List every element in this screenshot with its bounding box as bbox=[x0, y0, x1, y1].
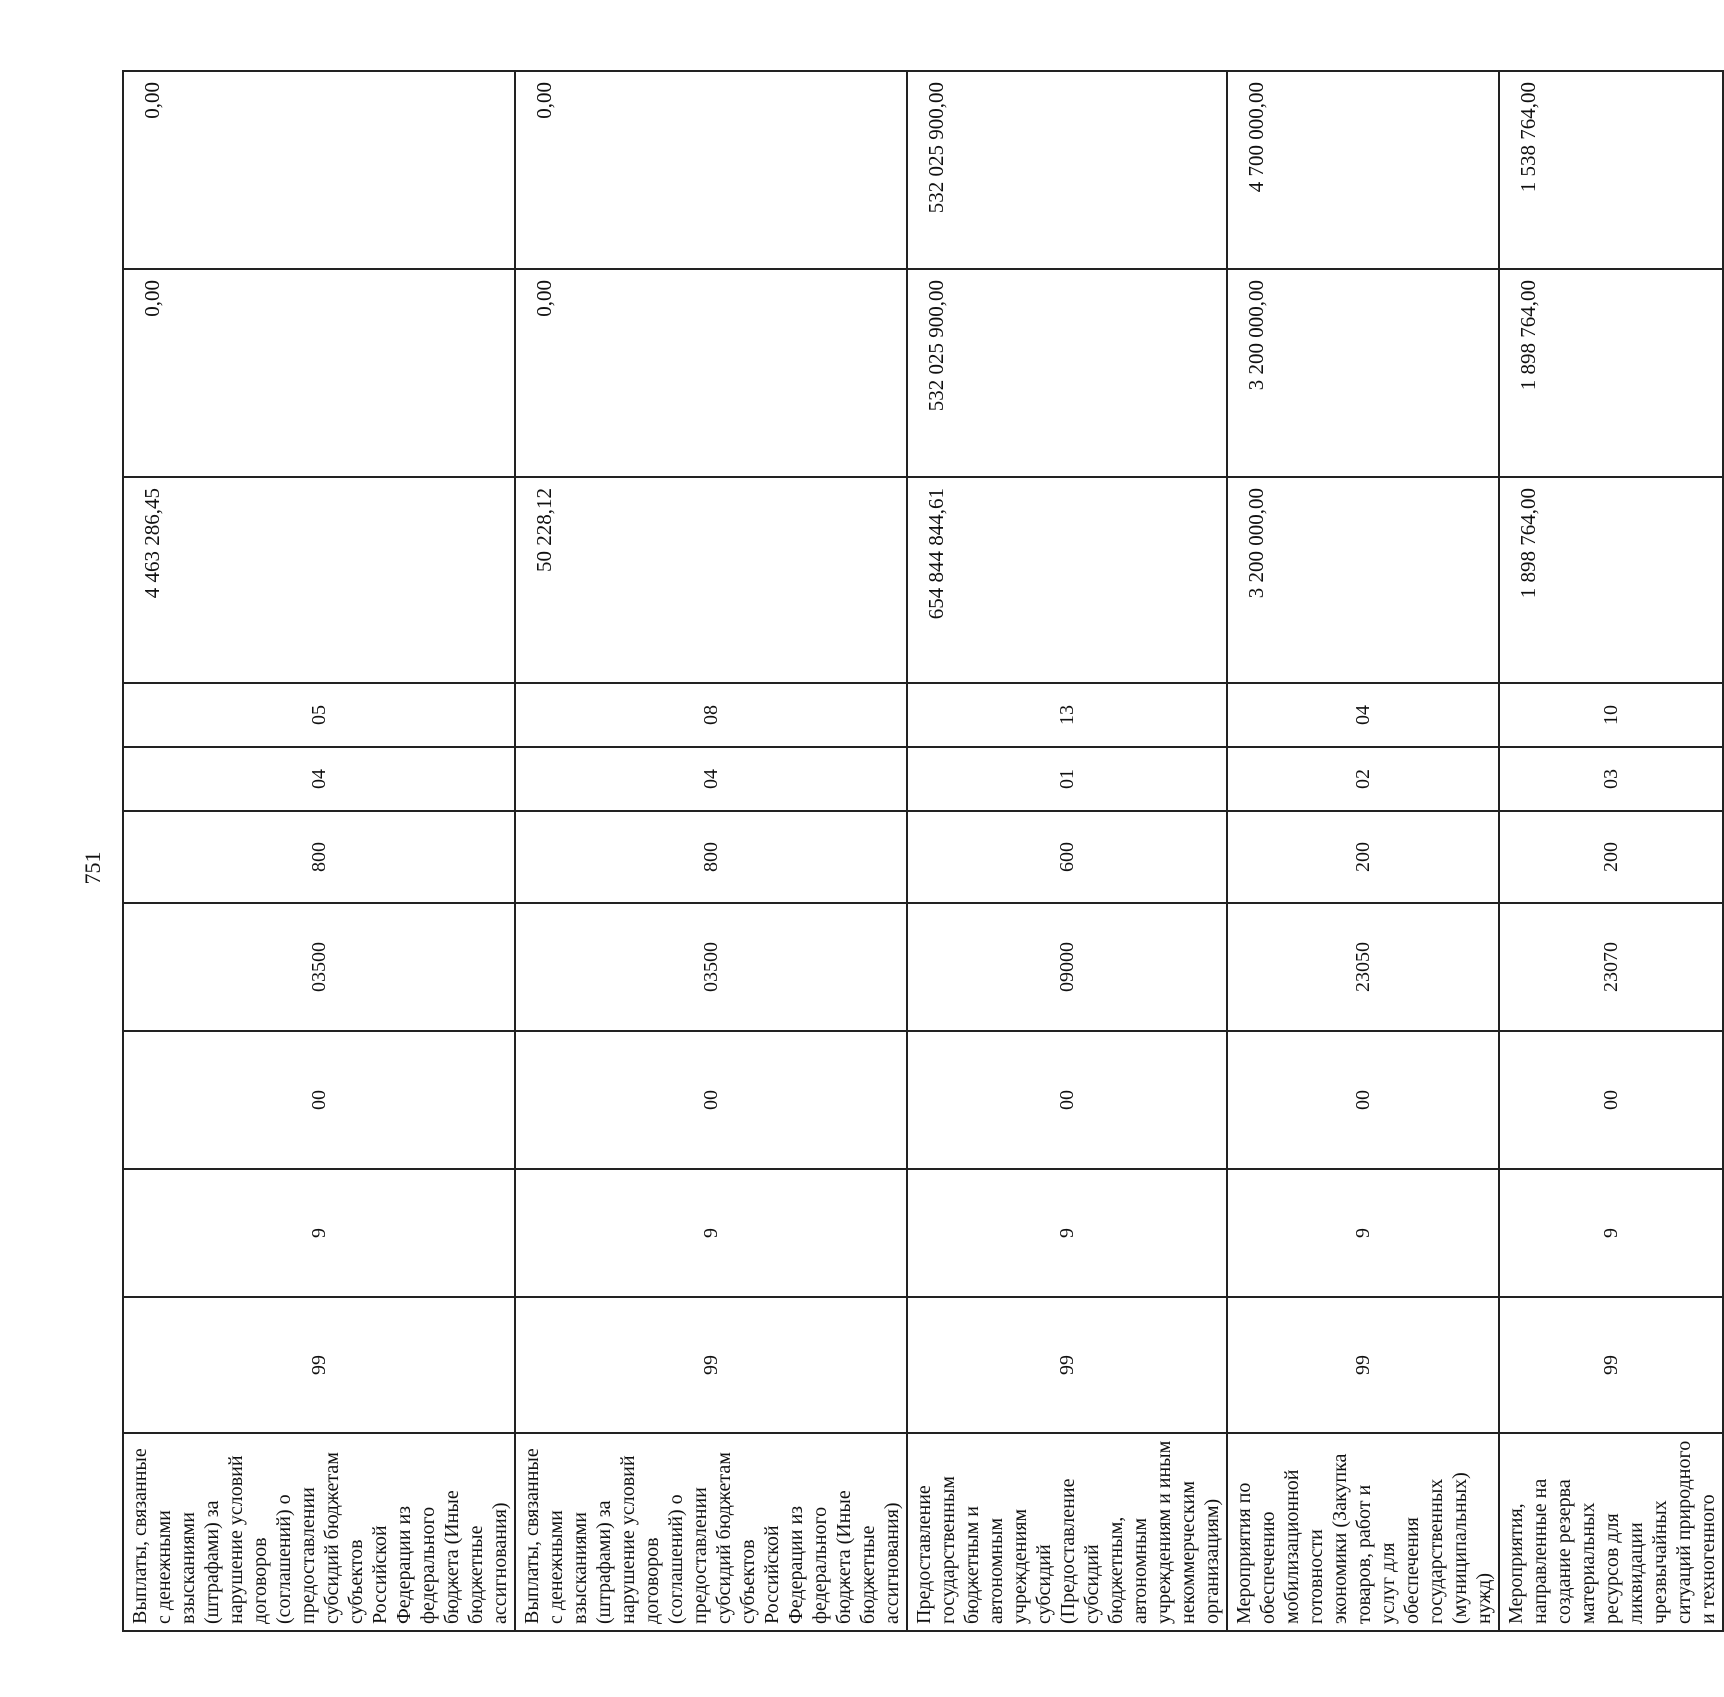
amount-cell-1: 4 463 286,45 bbox=[123, 477, 515, 683]
table-row bbox=[515, 71, 907, 1631]
program-code-cell: 99 bbox=[1499, 1297, 1723, 1433]
subsection-code-cell: 10 bbox=[1499, 683, 1723, 747]
main-event-code-cell: 00 bbox=[1499, 1031, 1723, 1169]
amount-cell-3: 532 025 900,00 bbox=[907, 71, 1227, 269]
expense-type-cell: 200 bbox=[1227, 811, 1499, 903]
table-row bbox=[1499, 71, 1723, 1631]
amount-cell-2: 0,00 bbox=[515, 269, 907, 477]
main-event-code-cell: 00 bbox=[1227, 1031, 1499, 1169]
section-code-cell: 01 bbox=[907, 747, 1227, 811]
subsection-code-cell: 04 bbox=[1227, 683, 1499, 747]
amount-cell-3: 0,00 bbox=[123, 71, 515, 269]
budget-table bbox=[122, 70, 1724, 1632]
subprogram-code-cell: 9 bbox=[907, 1169, 1227, 1297]
amount-cell-3: 4 700 000,00 bbox=[1227, 71, 1499, 269]
subprogram-code-cell: 9 bbox=[1227, 1169, 1499, 1297]
row-description: Мероприятия по обеспечению мобилизационной готовности экономики (Закупка товаров, работ и услуг для обеспечения государственных (муниципальных) нужд) bbox=[1227, 1433, 1499, 1631]
direction-code-cell: 23070 bbox=[1499, 903, 1723, 1031]
subsection-code-cell: 05 bbox=[123, 683, 515, 747]
amount-cell-3: 0,00 bbox=[515, 71, 907, 269]
program-code-cell: 99 bbox=[515, 1297, 907, 1433]
amount-cell-2: 1 898 764,00 bbox=[1499, 269, 1723, 477]
amount-cell-1: 1 898 764,00 bbox=[1499, 477, 1723, 683]
row-description: Выплаты, связанные с денежными взысканиями (штрафами) за нарушение условий договоров (соглашений) о предоставлении субсидий бюджетам субъектов Российской Федерации из федерального бюджета (Иные бюджетные ассигнования) bbox=[123, 1433, 515, 1631]
amount-cell-1: 50 228,12 bbox=[515, 477, 907, 683]
section-code-cell: 04 bbox=[515, 747, 907, 811]
page-number: 751 bbox=[80, 851, 105, 885]
subprogram-code-cell: 9 bbox=[123, 1169, 515, 1297]
direction-code-cell: 09000 bbox=[907, 903, 1227, 1031]
table-row bbox=[1227, 71, 1499, 1631]
subsection-code-cell: 13 bbox=[907, 683, 1227, 747]
row-description: Предоставление государственным бюджетным и автономным учреждениям субсидий (Предоставление субсидий бюджетным, автономным учреждениям и иным некоммерческим организациям) bbox=[907, 1433, 1227, 1631]
expense-type-cell: 800 bbox=[123, 811, 515, 903]
section-code-cell: 04 bbox=[123, 747, 515, 811]
main-event-code-cell: 00 bbox=[515, 1031, 907, 1169]
main-event-code-cell: 00 bbox=[123, 1031, 515, 1169]
amount-cell-2: 0,00 bbox=[123, 269, 515, 477]
budget-table-frame bbox=[122, 72, 1719, 1632]
table-row bbox=[907, 71, 1227, 1631]
amount-cell-1: 654 844 844,61 bbox=[907, 477, 1227, 683]
row-description: Выплаты, связанные с денежными взысканиями (штрафами) за нарушение условий договоров (соглашений) о предоставлении субсидий бюджетам субъектов Российской Федерации из федерального бюджета (Иные бюджетные ассигнования) bbox=[515, 1433, 907, 1631]
section-code-cell: 03 bbox=[1499, 747, 1723, 811]
direction-code-cell: 03500 bbox=[515, 903, 907, 1031]
program-code-cell: 99 bbox=[1227, 1297, 1499, 1433]
program-code-cell: 99 bbox=[123, 1297, 515, 1433]
subsection-code-cell: 08 bbox=[515, 683, 907, 747]
amount-cell-2: 532 025 900,00 bbox=[907, 269, 1227, 477]
expense-type-cell: 200 bbox=[1499, 811, 1723, 903]
direction-code-cell: 03500 bbox=[123, 903, 515, 1031]
table-row bbox=[123, 71, 515, 1631]
subprogram-code-cell: 9 bbox=[1499, 1169, 1723, 1297]
amount-cell-2: 3 200 000,00 bbox=[1227, 269, 1499, 477]
amount-cell-3: 1 538 764,00 bbox=[1499, 71, 1723, 269]
program-code-cell: 99 bbox=[907, 1297, 1227, 1433]
subprogram-code-cell: 9 bbox=[515, 1169, 907, 1297]
main-event-code-cell: 00 bbox=[907, 1031, 1227, 1169]
section-code-cell: 02 bbox=[1227, 747, 1499, 811]
row-description: Мероприятия, направленные на создание резерва материальных ресурсов для ликвидации чрезвычайных ситуаций природного и техногенного bbox=[1499, 1433, 1723, 1631]
expense-type-cell: 600 bbox=[907, 811, 1227, 903]
expense-type-cell: 800 bbox=[515, 811, 907, 903]
direction-code-cell: 23050 bbox=[1227, 903, 1499, 1031]
amount-cell-1: 3 200 000,00 bbox=[1227, 477, 1499, 683]
